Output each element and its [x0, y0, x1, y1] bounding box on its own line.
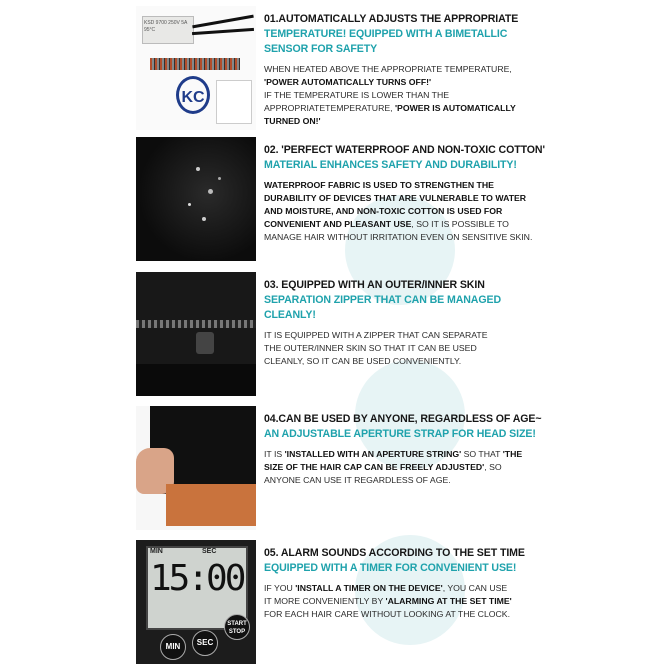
description-run: FOR EACH HAIR CARE WITHOUT LOOKING AT THE CLOCK. [264, 609, 511, 619]
feature-section-4 [0, 406, 667, 530]
sensor-label: KSD 9700 250V 5A 95°C [144, 20, 188, 33]
description-run: IF YOU [264, 583, 296, 593]
section-3-title: 03. EQUIPPED WITH AN OUTER/INNER SKIN [264, 279, 485, 291]
description-run: , SO ANYONE CAN USE IT REGARDLESS OF AGE. [264, 462, 502, 485]
aperture-strap-image [136, 406, 256, 530]
feature-section-1 [0, 6, 667, 130]
section-2-subtitle: MATERIAL ENHANCES SAFETY AND DURABILITY! [264, 159, 517, 171]
description-run: NON-TOXIC COTTON IS USED FOR CONVENIENT AND PLEASANT USE [264, 206, 503, 229]
timer-sec-label: SEC [202, 548, 217, 555]
timer-sec-button: SEC [192, 630, 218, 656]
timer-digits: 15:00 [150, 558, 244, 599]
waterproof-fabric-image [136, 137, 256, 261]
kc-logo-icon: KC [176, 76, 210, 114]
description-run: 'ALARMING AT THE SET TIME' [385, 596, 512, 606]
section-1-subtitle: TEMPERATURE! EQUIPPED WITH A BIMETALLIC SENSOR FOR SAFETY [264, 28, 508, 55]
description-run: WHEN HEATED ABOVE THE APPROPRIATE TEMPERATURE, [264, 64, 512, 74]
description-run: 'INSTALLED WITH AN APERTURE STRING' [284, 449, 462, 459]
timer-start-stop-button: START STOP [224, 614, 250, 640]
feature-section-5 [0, 540, 667, 664]
timer-min-button: MIN [160, 634, 186, 660]
section-1-description [264, 63, 544, 128]
timer-min-label: MIN [150, 548, 163, 555]
description-run: 'POWER IS AUTOMATICALLY TURNED ON!' [264, 103, 516, 126]
feature-section-3 [0, 272, 667, 396]
description-run: TEMPERATURE, [325, 103, 395, 113]
section-4-description [264, 448, 524, 487]
section-3-description [264, 329, 504, 368]
description-run: 'INSTALL A TIMER ON THE DEVICE' [295, 583, 443, 593]
description-run: WATERPROOF FABRIC IS USED TO STRENGTHEN THE DURABILITY OF DEVICES THAT ARE VULNERABLE TO WATER AND MOISTURE, AND [264, 180, 527, 216]
description-run: IF THE TEMPERATURE IS LOWER THAN THE APPROPRIATE [264, 90, 450, 113]
description-run: IT IS [264, 449, 285, 459]
description-run: 'THE SIZE OF THE HAIR CAP CAN BE FREELY ADJUSTED' [264, 449, 523, 472]
section-2-description [264, 179, 544, 244]
section-5-description [264, 582, 514, 621]
description-run: SO THAT [461, 449, 503, 459]
section-4-title: 04.CAN BE USED BY ANYONE, REGARDLESS OF AGE~ [264, 413, 542, 425]
description-run: , YOU CAN USE IT MORE CONVENIENTLY BY [264, 583, 508, 606]
feature-section-2 [0, 137, 667, 261]
section-2-title: 02. 'PERFECT WATERPROOF AND NON-TOXIC COTTON' [264, 144, 545, 156]
section-5-subtitle: EQUIPPED WITH A TIMER FOR CONVENIENT USE! [264, 562, 517, 574]
section-1-title: 01.AUTOMATICALLY ADJUSTS THE APPROPRIATE [264, 13, 519, 25]
description-run: , SO IT IS POSSIBLE TO MANAGE HAIR WITHOUT IRRITATION EVEN ON SENSITIVE SKIN. [264, 219, 533, 242]
section-3-subtitle: SEPARATION ZIPPER THAT CAN BE MANAGED CLEANLY! [264, 294, 502, 321]
description-run: 'POWER AUTOMATICALLY TURNS OFF!' [264, 77, 432, 87]
section-4-subtitle: AN ADJUSTABLE APERTURE STRAP FOR HEAD SIZE! [264, 428, 536, 440]
description-run: IT IS EQUIPPED WITH A ZIPPER THAT CAN SEPARATE THE OUTER/INNER SKIN SO THAT IT CAN BE USED CLEANLY, SO IT CAN BE USED CONVENIENTLY. [264, 330, 488, 366]
section-5-title: 05. ALARM SOUNDS ACCORDING TO THE SET TIME [264, 547, 525, 559]
bimetallic-sensor-image [136, 6, 256, 130]
zipper-image [136, 272, 256, 396]
timer-image [136, 540, 256, 664]
